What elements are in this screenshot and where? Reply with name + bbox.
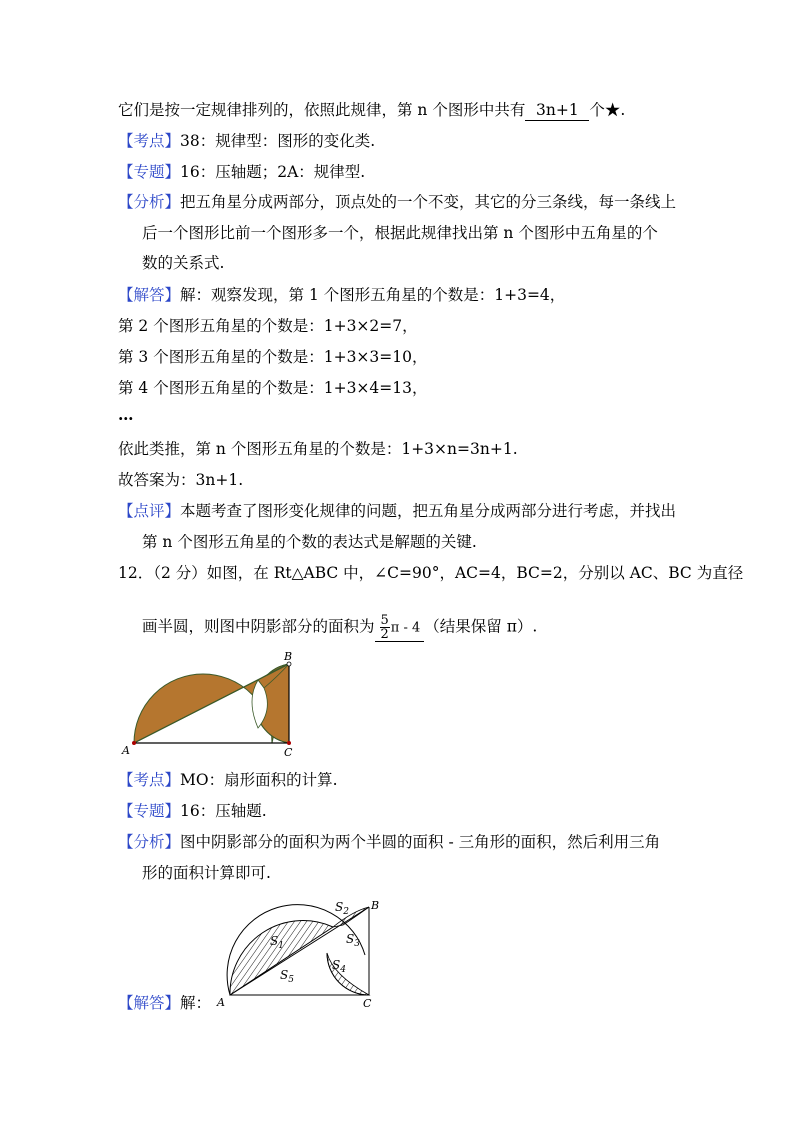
q11-jieda-2: 第 2 个图形五角星的个数是：1+3×2=7， xyxy=(118,317,418,335)
label-s1: $S_1$ xyxy=(270,934,284,951)
fenxi-text: 把五角星分成两部分，顶点处的一个不变，其它的分三条线，每一条线上 xyxy=(180,193,677,211)
q11-fenxi-3: 数的关系式. xyxy=(142,254,225,272)
q11-dianping-1 xyxy=(118,501,676,521)
fenxi-tag: 【分析】 xyxy=(118,833,181,851)
jieda-tag: 【解答】 xyxy=(118,994,181,1012)
q12-stem-2-post: （结果保留 π）. xyxy=(424,617,538,636)
fraction-numerator: 5 xyxy=(380,613,389,628)
q11-ellipsis: … xyxy=(118,405,134,424)
q11-jieda-1 xyxy=(118,285,565,305)
q11-fenxi-1 xyxy=(118,192,676,212)
jieda-text: 解：观察发现，第 1 个图形五角星的个数是：1+3=4， xyxy=(180,286,566,304)
q12-stem-2 xyxy=(142,614,537,642)
kaodian-text: MO：扇形面积的计算. xyxy=(180,771,338,789)
q11-fenxi-2: 后一个图形比前一个图形多一个，根据此规律找出第 n 个图形中五角星的个 xyxy=(142,224,658,242)
q12-stem-2-pre: 画半圆，则图中阴影部分的面积为 xyxy=(142,617,375,636)
q11-jieda-5: 依此类推，第 n 个图形五角星的个数是：1+3×n=3n+1. xyxy=(118,440,518,458)
answer-tail: π - 4 xyxy=(390,620,421,636)
q11-dianping-2: 第 n 个图形五角星的个数的表达式是解题的关键. xyxy=(142,533,477,551)
dianping-tag: 【点评】 xyxy=(118,502,181,520)
q11-line1-pre: 它们是按一定规律排列的，依照此规律，第 n 个图形中共有 xyxy=(118,101,526,119)
zhuanti-text: 16：压轴题；2A：规律型. xyxy=(180,163,366,181)
label-b: B xyxy=(284,650,293,663)
q11-kaodian xyxy=(118,131,375,151)
kaodian-tag: 【考点】 xyxy=(118,132,181,150)
q11-jieda-3: 第 3 个图形五角星的个数是：1+3×3=10， xyxy=(118,348,428,366)
jieda-text: 解： xyxy=(180,994,212,1012)
fraction-denominator: 2 xyxy=(380,627,389,642)
label-a: A xyxy=(122,744,130,757)
q11-answer-blank: 3n+1 xyxy=(525,100,589,121)
label-s4: $S_4$ xyxy=(332,958,346,975)
q11-line1 xyxy=(118,100,625,121)
jieda-tag: 【解答】 xyxy=(118,286,181,304)
q12-jieda xyxy=(118,993,211,1013)
label-a: A xyxy=(217,996,225,1009)
label-s3: $S_3$ xyxy=(346,932,360,949)
q12-answer-blank xyxy=(375,614,425,642)
q12-fenxi-1 xyxy=(118,832,660,852)
dianping-text: 本题考查了图形变化规律的问题，把五角星分成两部分进行考虑，并找出 xyxy=(180,502,677,520)
kaodian-text: 38：规律型：图形的变化类. xyxy=(180,132,376,150)
q12-zhuanti xyxy=(118,801,267,821)
label-c: C xyxy=(284,746,293,759)
fenxi-tag: 【分析】 xyxy=(118,193,181,211)
label-s2: $S_2$ xyxy=(335,900,349,917)
zhuanti-tag: 【专题】 xyxy=(118,163,181,181)
q12-stem-1: 12．（2 分）如图，在 Rt△ABC 中，∠C=90°，AC=4，BC=2，分别以 AC、BC 为直径 xyxy=(118,564,744,582)
answer-fraction xyxy=(380,614,390,641)
region-s1-hatched xyxy=(230,921,333,995)
label-s5: $S_5$ xyxy=(280,968,294,985)
zhuanti-tag: 【专题】 xyxy=(118,802,181,820)
q12-fenxi-2: 形的面积计算即可. xyxy=(142,864,271,882)
figure-1-semicircles xyxy=(118,650,298,760)
q11-zhuanti xyxy=(118,162,365,182)
point-c xyxy=(287,741,291,745)
label-b: B xyxy=(371,899,380,912)
point-a xyxy=(132,741,136,745)
figure-2-hatched xyxy=(215,895,385,1015)
q11-line1-post: 个★. xyxy=(589,101,626,119)
label-c: C xyxy=(363,997,372,1010)
q11-jieda-4: 第 4 个图形五角星的个数是：1+3×4=13， xyxy=(118,379,428,397)
zhuanti-text: 16：压轴题. xyxy=(180,802,267,820)
kaodian-tag: 【考点】 xyxy=(118,771,181,789)
q12-kaodian xyxy=(118,770,338,790)
fenxi-text: 图中阴影部分的面积为两个半圆的面积 - 三角形的面积，然后利用三角 xyxy=(180,833,661,851)
q11-jieda-6: 故答案为：3n+1. xyxy=(118,471,244,489)
